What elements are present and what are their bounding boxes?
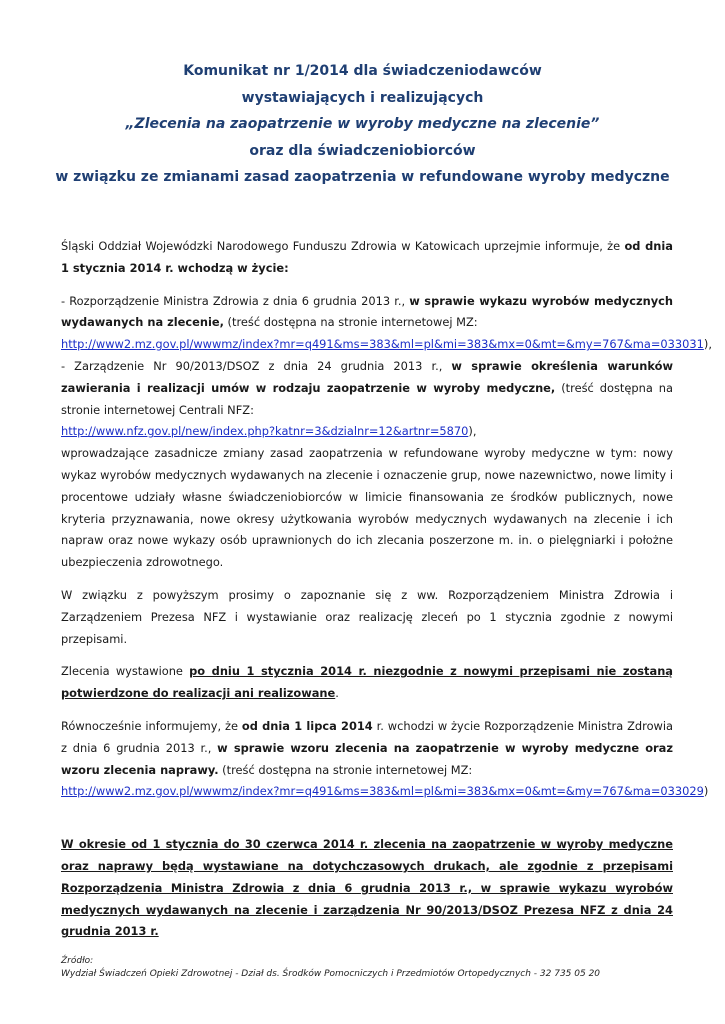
july-bold-2: w sprawie wzoru zlecenia na zaopatrzenie w wyroby medyczne oraz wzoru zlecenia naprawy.: [61, 740, 673, 777]
request-paragraph: W związku z powyższym prosimy o zapoznanie się z ww. Rozporządzeniem Ministra Zdrowia i Zarządzeniem Prezesa NFZ i wystawianie oraz realizację zleceń po 1 stycznia zgodnie z nowymi przepisami.: [61, 587, 673, 646]
transition-paragraph: [61, 834, 673, 943]
item-2-after-link: ),: [468, 424, 477, 439]
title-line-1: Komunikat nr 1/2014 dla świadczeniodawców: [183, 63, 542, 79]
title-line-5: w związku ze zmianami zasad zaopatrzenia w refundowane wyroby medyczne: [55, 169, 670, 185]
footer-source-text: Wydział Świadczeń Opieki Zdrowotnej - Dział ds. Środków Pomocniczych i Przedmiotów Ortopedycznych - 32 735 05 20: [61, 969, 601, 979]
july-bold-1: od dnia 1 lipca 2014: [241, 718, 373, 733]
july-text-3: (treść dostępna na stronie internetowej MZ:: [218, 762, 473, 777]
title-line-3: „Zlecenia na zaopatrzenie w wyroby medyczne na zlecenie”: [125, 116, 600, 132]
july-link[interactable]: http://www2.mz.gov.pl/wwwmz/index?mr=q491&ms=383&ml=pl&mi=383&mx=0&mt=&my=767&ma=033029: [61, 784, 704, 799]
item-1-prefix: - Rozporządzenie Ministra Zdrowia z dnia 6 grudnia 2013 r.,: [61, 293, 410, 308]
orders-paragraph: [61, 661, 673, 705]
july-after-link: ): [703, 784, 709, 799]
title-line-2: wystawiających i realizujących: [241, 89, 484, 106]
july-paragraph: [61, 716, 709, 803]
orders-suffix: .: [335, 686, 339, 701]
footer-label: Źródło:: [61, 956, 94, 966]
spacer: [61, 814, 673, 834]
item-1-bold: w sprawie wykazu wyrobów medycznych wydawanych na zlecenie,: [61, 293, 673, 330]
changes-paragraph: wprowadzające zasadnicze zmiany zasad zaopatrzenia w refundowane wyroby medyczne w tym: nowy wykaz wyrobów medycznych wydawanych na zlecenie i oznaczenie grup, nowe nazewnictwo, nowe limity i procentowe udziały własne świadczeniobiorców w limicie finansowania ze środków publicznych, nowe kryteria przyznawania, nowe okresy użytkowania wyrobów medycznych wydawanych na zlecenie i ich napraw oraz nowe wykazy osób uprawnionych do ich zlecania poszerzone m. in. o pielęgniarki i położne ubezpieczenia zdrowotnego.: [61, 446, 673, 570]
intro-text: Śląski Oddział Wojewódzki Narodowego Funduszu Zdrowia w Katowicach uprzejmie informuje, że: [61, 239, 625, 253]
item-2-bold: w sprawie określenia warunków zawierania i realizacji umów w rodzaju zaopatrzenie w wyroby medyczne,: [61, 358, 673, 395]
footer-source: [61, 955, 600, 981]
july-text-1: Równocześnie informujemy, że: [61, 718, 242, 733]
item-2-suffix: (treść dostępna na stronie internetowej Centrali NFZ:: [61, 380, 673, 417]
orders-bold: po dniu 1 stycznia 2014 r. niezgodnie z nowymi przepisami nie zostaną potwierdzone do realizacji ani realizowane: [61, 664, 673, 701]
item-1-paragraph: [61, 291, 712, 356]
document-body: [61, 236, 712, 954]
document-title: [0, 58, 725, 191]
item-1-after-link: ),: [703, 337, 712, 352]
intro-bold: od dnia 1 stycznia 2014 r. wchodzą w życie:: [61, 239, 673, 275]
transition-bold: W okresie od 1 stycznia do 30 czerwca 2014 r. zlecenia na zaopatrzenie w wyroby medyczne oraz naprawy będą wystawiane na dotychczasowych drukach, ale zgodnie z przepisami Rozporządzenia Ministra Zdrowia z dnia 6 grudnia 2013 r., w sprawie wykazu wyrobów medycznych wydawanych na zlecenie i zarządzenia Nr 90/2013/DSOZ Prezesa NFZ z dnia 24 grudnia 2013 r.: [61, 837, 673, 939]
item-1-link[interactable]: http://www2.mz.gov.pl/wwwmz/index?mr=q491&ms=383&ml=pl&mi=383&mx=0&mt=&my=767&ma=033031: [61, 337, 704, 352]
orders-prefix: Zlecenia wystawione: [61, 664, 190, 679]
item-1-suffix: (treść dostępna na stronie internetowej MZ:: [223, 315, 478, 330]
item-2-link[interactable]: http://www.nfz.gov.pl/new/index.php?katnr=3&dzialnr=12&artnr=5870: [61, 424, 469, 439]
intro-paragraph: [61, 236, 673, 280]
item-2-paragraph: [61, 356, 673, 443]
item-2-prefix: - Zarządzenie Nr 90/2013/DSOZ z dnia 24 grudnia 2013 r.,: [61, 358, 452, 373]
july-text-2: r. wchodzi w życie Rozporządzenie Ministra Zdrowia z dnia 6 grudnia 2013 r.,: [61, 718, 674, 755]
title-line-4: oraz dla świadczeniobiorców: [249, 142, 476, 159]
